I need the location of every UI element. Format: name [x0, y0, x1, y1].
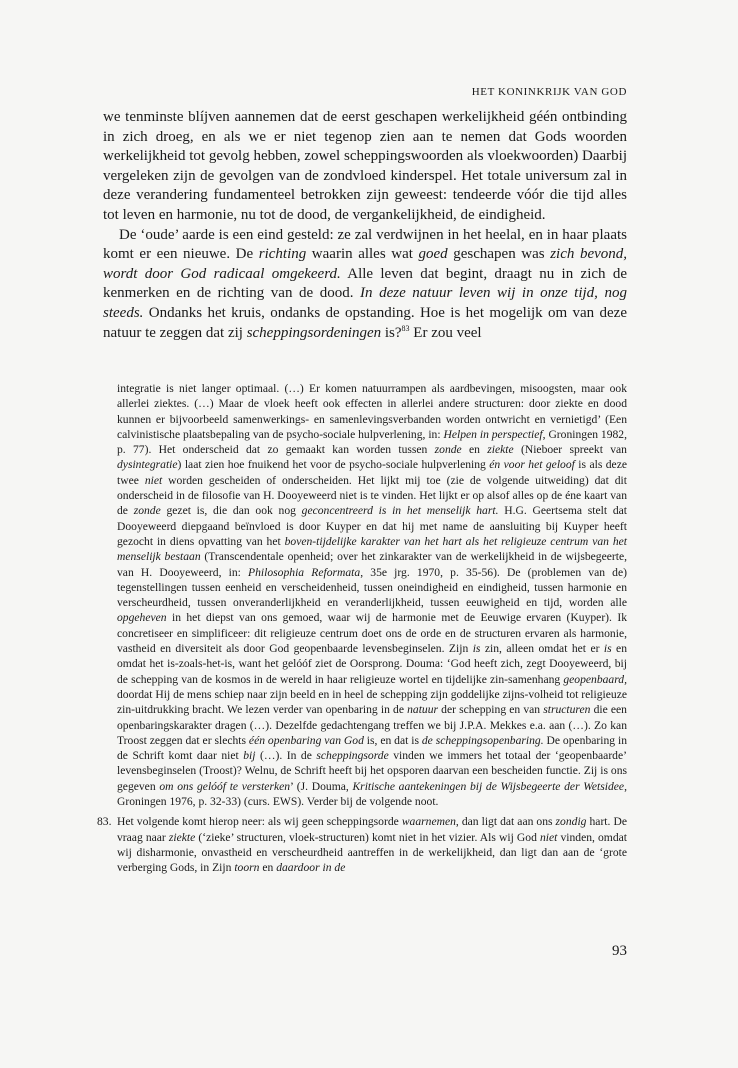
italic-run: ziekte: [168, 830, 196, 844]
text-run: is, en dat is: [363, 733, 422, 747]
italic-run: én voor het geloof: [489, 458, 575, 472]
text-run: Er zou veel: [409, 324, 482, 341]
italic-run: goed: [418, 246, 448, 263]
italic-run: boven-tijdelijke karakter van het hart als het religieuze centrum van het menselijk bestaan: [117, 534, 627, 564]
text-run: (‘zieke’ structuren, vloek-structuren) komt niet in het vizier. Als wij God: [195, 830, 540, 844]
italic-run: zonde: [434, 443, 462, 457]
text-run: Ondanks het kruis, ondanks de opstanding. Hoe is het mogelijk om van deze natuur te zeggen dat zij: [103, 304, 627, 341]
paragraph-2: [103, 226, 627, 344]
text-run: waarin alles wat: [306, 246, 419, 263]
italic-run: scheppingsordeningen: [246, 324, 382, 341]
italic-run: dysintegratie: [117, 458, 178, 472]
text-run: doordat Hij de mens schiep naar zijn beeld en in heel de schepping zijn goddelijke zijns-volheid tot religieuze zin-uitdrukking bracht. We lezen verder van openbaring in de: [117, 687, 627, 717]
text-run: en: [259, 861, 277, 875]
italic-run: de scheppingsopenbaring.: [421, 733, 544, 747]
italic-run: is: [603, 642, 612, 656]
italic-run: scheppingsorde: [316, 749, 389, 763]
italic-run: opgeheven: [117, 611, 167, 625]
footnote-continuation: [117, 381, 627, 809]
italic-run: om ons gelóóf te versterken: [159, 779, 291, 793]
text-run: H.G. Geertsema stelt dat Dooyeweerd diepgaand beïnvloed is door Kuyper en dat hij met name de aansluiting bij Kuyper heeft gezocht in diens opvatting van het: [117, 504, 627, 548]
text-run: (Nieboer spreekt van: [513, 443, 627, 457]
text-run: der schepping en van: [438, 703, 544, 717]
italic-run: is: [472, 642, 481, 656]
italic-run: daardoor in de: [276, 861, 346, 875]
text-run: en: [461, 443, 488, 457]
italic-run: zich bevond, wordt door God radicaal omgekeerd.: [103, 246, 628, 282]
text-run: De openbaring in de Schrift komt daar niet: [117, 733, 628, 763]
italic-run: ziekte: [487, 443, 514, 457]
italic-run: zonde: [133, 504, 161, 518]
text-run: vinden, omdat wij disharmonie, onvastheid en verscheurdheid aantreffen in de werkelijkheid, dan ligt dan aan de ‘grote verberging Gods, in Zijn: [117, 830, 627, 875]
text-run: vinden we immers het totaal der ‘geopenbaarde’ levensbeginselen (Troost)? Welnu, de Schrift heeft bij het opsporen daarvan een bescheiden functie. Zij is ons gegeven: [117, 749, 627, 793]
footnote-ref-83[interactable]: 83: [401, 323, 410, 333]
text-run: hart. De vraag naar: [117, 815, 627, 844]
text-run: , Groningen 1982, p. 77). Het onderscheid dat zo gemaakt kan worden tussen: [117, 427, 628, 457]
text-run: zin, alleen omdat het er: [480, 642, 604, 656]
text-run: ’ (J. Douma,: [290, 779, 353, 793]
text-run: (Transcendentale openheid; over het zinkarakter van de werkelijkheid in de wijsbegeerte, van H. Dooyeweerd, in:: [117, 550, 627, 579]
italic-run: niet: [144, 473, 163, 487]
italic-run: geconcentreerd is in het menselijk hart.: [301, 504, 499, 518]
text-run: worden gescheiden of onderscheiden. Het lijkt mij toe (zie de volgende uitweiding) dat dit onderscheid in de filosofie van H. Dooyeweerd niet is te vinden. Het lijkt er op alsof alles op de éne kaart van de: [117, 473, 627, 518]
text-run: in het diepst van ons gemoed, waar wij de harmonie met de Eeuwige ervaren (Kuyper). Ik concretiseer en simplificeer: dit religieuze centrum doet ons de orde en de structuren ervaren als harmonie, vastheid en diversiteit als door God geopenbaarde levensbeginselen. Zijn: [117, 611, 627, 656]
italic-run: bij: [243, 749, 256, 763]
text-run: integratie is niet langer optimaal. (…) Er komen natuurrampen als aardbevingen, misoogsten, maar ook allerlei ziektes. (…) Maar de vloek heeft ook effecten in allerlei andere structuren: door ziekte en dood kunnen er bijvoorbeeld samenwerkings- en samenlevingsverbanden worden ontwricht en vernietigd’ (Een calvinistische plaatsbepaling van de psycho-sociale hulpverlening, in:: [117, 382, 627, 441]
text-run: (…). In de: [255, 749, 317, 763]
italic-run: zondig: [555, 815, 587, 829]
footnotes: [97, 381, 628, 876]
text-run: we tenminste blíjven aannemen dat de eerst geschapen werkelijkheid géén ontbinding in zich droeg, en als we er niet tegenop zien aan te nemen dat Gods woorden werkelijkheid tot gevolg hebben, zowel scheppingswoorden als vloekwoorden) Daarbij vergeleken zijn de gevolgen van de zondvloed kinderspel. Het totale universum zal in deze verandering fundamenteel betrokken zijn geweest: tendeerde vóór die tijd alles tot leven en harmonie, nu tot de dood, de vergankelijkheid, de eindigheid.: [103, 109, 627, 223]
text-run: is als deze twee: [117, 458, 627, 487]
italic-run: natuur: [407, 703, 439, 717]
italic-run: één openbaring van God: [248, 733, 364, 747]
text-run: is?: [381, 324, 402, 341]
text-run: en omdat het is-zoals-het-is, want het gelóóf ziet de Oorsprong. Douma: ‘God heeft zich, zegt Dooyeweerd, bij de schepping van de kosmos in de wereld in haar religieuze wortel en tijdelijke zin-samenhang: [117, 642, 627, 686]
main-text: [103, 108, 627, 343]
text-run: , 35e jrg. 1970, p. 35-56). De (problemen van de) tegenstellingen tussen eenheid en verscheidenheid, tussen oneindigheid en eindigheid, tussen harmonie en verscheurdheid, tussen onveranderlijkheid en veranderlijkheid, tussen eeuwigheid en tijd, worden alle: [117, 565, 627, 610]
page-number: 93: [612, 943, 627, 959]
text-run: ) laat zien hoe fnuikend het voor de psycho-sociale hulpverlening: [177, 458, 490, 472]
italic-run: Kritische aantekeningen bij de Wijsbegeerte der Wetsidee: [352, 779, 625, 793]
paragraph-1: [103, 108, 627, 226]
text-run: De ‘oude’ aarde is een eind gesteld: ze zal verdwijnen in het heelal, en in haar plaats komt er een nieuwe. De: [103, 226, 627, 263]
italic-run: niet: [539, 830, 558, 844]
text-run: Het volgende komt hierop neer: als wij geen scheppingsorde: [117, 815, 402, 829]
italic-run: Helpen in perspectief: [443, 427, 543, 441]
text-run: die een openbaringskarakter dragen (…). Dezelfde gedachtengang treffen we bij J.P.A. Mekkes e.a. aan (…). Zo kan Troost zeggen dat er slechts: [117, 703, 627, 747]
text-run: Alle leven dat begint, draagt nu in zich de kenmerken en de richting van de dood.: [103, 265, 627, 302]
italic-run: geopenbaard,: [563, 672, 627, 686]
footnote-number: 83.: [97, 815, 112, 829]
italic-run: structuren: [543, 703, 591, 717]
text-run: gezet is, die dan ook nog: [160, 504, 302, 518]
footnote-83: [97, 814, 627, 875]
text-run: , Groningen 1976, p. 32-33) (curs. EWS). Verder bij de volgende noot.: [117, 779, 627, 809]
italic-run: waarnemen: [401, 815, 456, 829]
italic-run: Philosophia Reformata: [248, 565, 361, 579]
text-run: geschapen was: [447, 246, 551, 263]
italic-run: toorn: [234, 861, 260, 875]
text-run: , dan ligt dat aan ons: [455, 815, 556, 829]
running-header: HET KONINKRIJK VAN GOD: [471, 86, 627, 98]
italic-run: richting: [258, 246, 307, 263]
italic-run: In deze natuur leven wij in onze tijd, nog steeds.: [103, 285, 627, 321]
